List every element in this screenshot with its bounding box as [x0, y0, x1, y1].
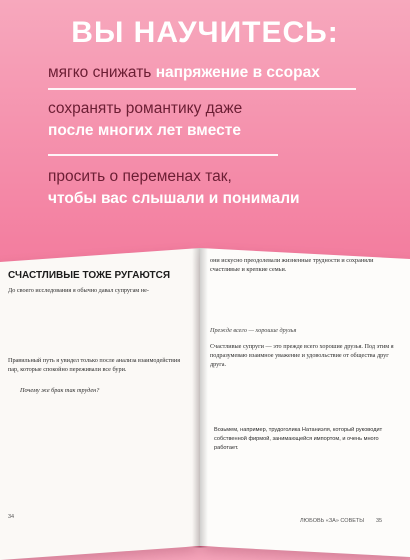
divider-1: [48, 88, 356, 90]
right-page-number: 35: [376, 518, 383, 524]
divider-2: [48, 154, 278, 156]
bullet-3-text: просить о переменах так,: [48, 168, 232, 185]
book-illustration: [0, 226, 410, 547]
left-page-title: СЧАСТЛИВЫЕ ТОЖЕ РУГАЮТСЯ: [8, 270, 171, 281]
book-spine: [192, 248, 208, 548]
right-page-text: Счастливые супруги — это прежде всего хорошие друзья. Под этим я подразумеваю взаимное уважение и удовольствие от общества друг друга.: [210, 343, 394, 368]
bullet-2: [48, 98, 242, 142]
left-page-text: Правильный путь я увидел только после анализа взаимодействия пар, которые спокойно переживали все бури.: [8, 357, 181, 373]
left-page-number: 34: [8, 514, 15, 520]
bullet-1-highlight: напряжение в ссорах: [155, 64, 320, 81]
bullet-2-highlight: после многих лет вместе: [48, 122, 242, 139]
bullet-3-highlight: чтобы вас слышали и понимали: [48, 190, 300, 207]
bullet-1: [48, 62, 320, 84]
right-page-intro: они искусно преодолевали жизненные трудности и сохраняли счастливые и крепкие семьи.: [210, 257, 374, 273]
bullet-1-text: мягко снижать: [48, 64, 156, 81]
headline: ВЫ НАУЧИТЕСЬ:: [71, 16, 339, 49]
right-page-box: Возьмем, например, трудоголика Натаниэля, который руководит собственной фирмой, занимающейся импортом, и очень много работает.: [214, 427, 383, 451]
book-right-page: [200, 248, 410, 557]
left-page-italic: Почему же брак так труден?: [20, 387, 100, 394]
right-page-section: Прежде всего — хорошие друзья: [210, 327, 297, 334]
left-page-intro: До своего исследования я обычно давал супругам не-: [8, 287, 149, 294]
right-page-footer: ЛЮБОВЬ «ЗА» СОВЕТЫ: [300, 518, 365, 524]
bullet-3: [48, 166, 300, 210]
bullet-2-text: сохранять романтику даже: [48, 100, 243, 117]
